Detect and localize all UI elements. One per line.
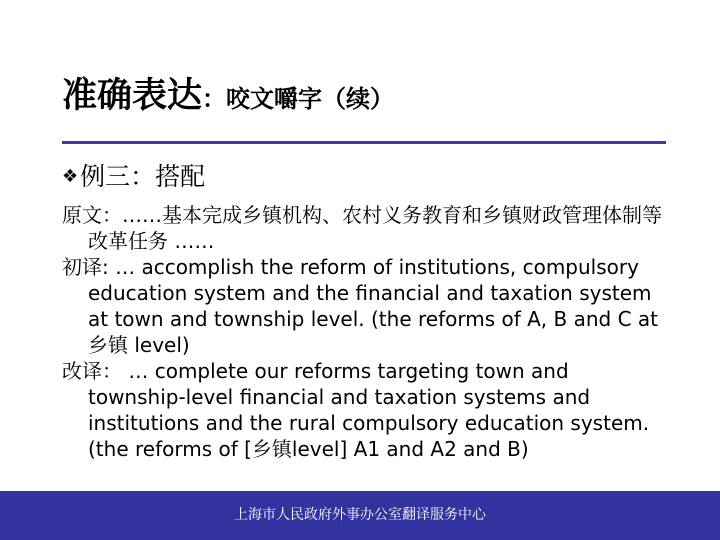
- title-underline: [62, 141, 666, 144]
- diamond-bullet-icon: ❖: [62, 166, 79, 187]
- slide-title: [62, 75, 395, 116]
- example-heading: [62, 162, 205, 192]
- body-text: [62, 202, 662, 462]
- title-main: 准确表达: [62, 75, 203, 116]
- source-paragraph: 原文：……基本完成乡镇机构、农村义务教育和乡镇财政管理体制等改革任务 ……: [62, 203, 662, 253]
- first-translation-paragraph: 初译: … accomplish the reform of institutions, compulsory education system and the financial and taxation system at town and township level. (the reforms of A, B and C at 乡镇 level): [62, 255, 658, 357]
- footer-organization-text: 上海市人民政府外事办公室翻译服务中心: [234, 507, 486, 523]
- footer-bar: [0, 491, 720, 540]
- revised-translation-paragraph: 改译： … complete our reforms targeting town and township-level financial and taxation systems and institutions and the rural compulsory education system. (the reforms of [乡镇level] A1 and A2 and B): [62, 359, 650, 461]
- example-heading-label: 例三：搭配: [80, 162, 206, 191]
- title-subtitle: ：咬文嚼字（续）: [202, 84, 395, 113]
